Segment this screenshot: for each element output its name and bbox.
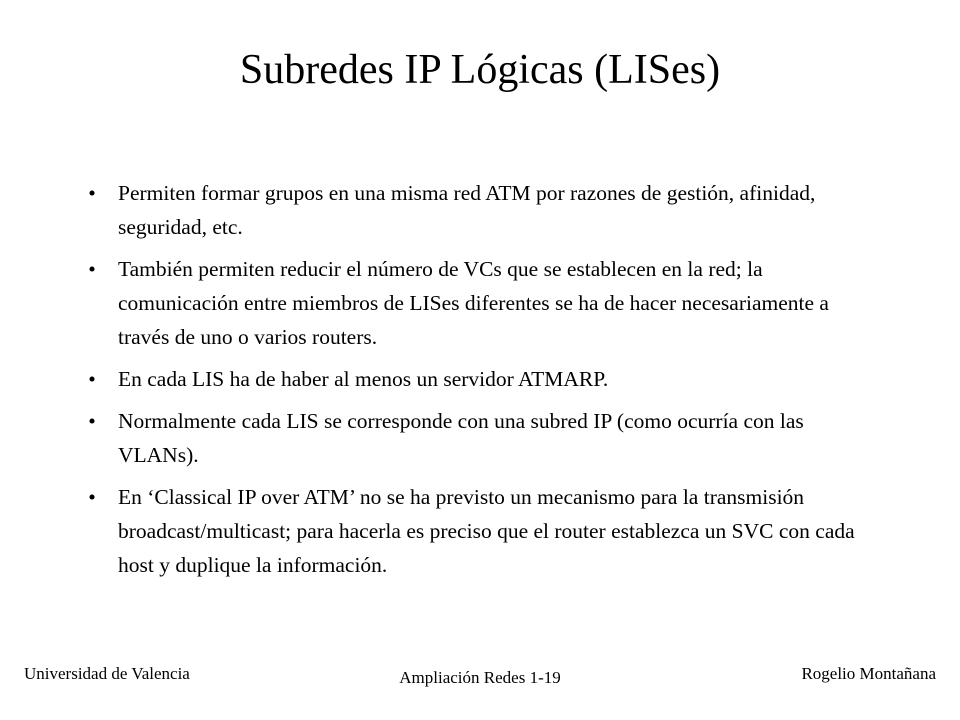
bullet-icon: • — [88, 257, 96, 281]
bullet-item — [82, 362, 872, 396]
bullet-icon: • — [88, 181, 96, 205]
bullet-list — [82, 176, 872, 590]
bullet-item — [82, 480, 872, 582]
bullet-icon: • — [88, 485, 96, 509]
bullet-text: En cada LIS ha de haber al menos un servidor ATMARP. — [118, 367, 609, 391]
bullet-text: Permiten formar grupos en una misma red ATM por razones de gestión, afinidad, seguridad, etc. — [118, 181, 816, 239]
bullet-item — [82, 176, 872, 244]
bullet-icon: • — [88, 409, 96, 433]
bullet-item — [82, 252, 872, 354]
bullet-item — [82, 404, 872, 472]
bullet-icon: • — [88, 367, 96, 391]
bullet-text: En ‘Classical IP over ATM’ no se ha previsto un mecanismo para la transmisión broadcast/multicast; para hacerla es preciso que el router establezca un SVC con cada host y duplique la información. — [118, 485, 855, 577]
slide-title: Subredes IP Lógicas (LISes) — [239, 47, 721, 93]
bullet-text: También permiten reducir el número de VCs que se establecen en la red; la comunicación entre miembros de LISes diferentes se ha de hacer necesariamente a través de uno o varios routers. — [118, 257, 829, 349]
footer-page-number: Ampliación Redes 1-19 — [399, 668, 561, 687]
bullet-text: Normalmente cada LIS se corresponde con una subred IP (como ocurría con las VLANs). — [118, 409, 804, 467]
footer-institution: Universidad de Valencia — [24, 664, 190, 683]
footer-author: Rogelio Montañana — [801, 664, 936, 683]
